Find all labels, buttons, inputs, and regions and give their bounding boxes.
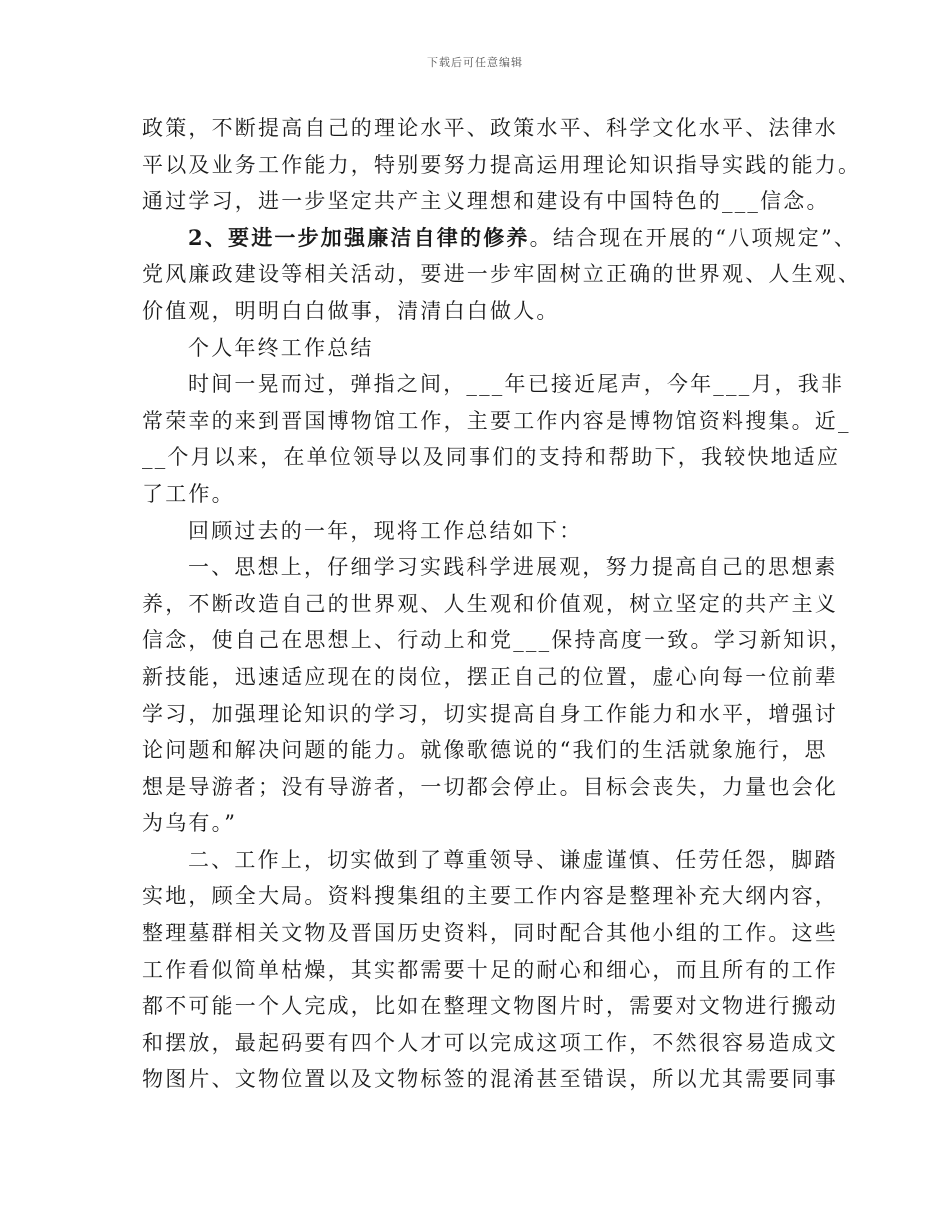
- text-line: 养，不断改造自己的世界观、人生观和价值观，树立坚定的共产主义: [142, 591, 838, 616]
- text-line: 常荣幸的来到晋国博物馆工作，主要工作内容是博物馆资料搜集。近_: [142, 408, 851, 433]
- text-line: 一、思想上，仔细学习实践科学进展观，努力提高自己的思想素: [188, 555, 838, 580]
- text-line: 工作看似简单枯燥，其实都需要十足的耐心和细心，而且所有的工作: [142, 957, 838, 982]
- text-line: 党风廉政建设等相关活动，要进一步牢固树立正确的世界观、人生观、: [142, 262, 862, 287]
- text-line: 二、工作上，切实做到了尊重领导、谦虚谨慎、任劳任怨，脚踏: [188, 847, 838, 872]
- text-line-rest: 。结合现在开展的“八项规定”、: [529, 225, 858, 250]
- text-line: [142, 220, 858, 257]
- text-line: 实地，顾全大局。资料搜集组的主要工作内容是整理补充大纲内容，: [142, 884, 838, 909]
- text-line: 回顾过去的一年，现将工作总结如下：: [188, 518, 583, 543]
- text-line: 信念，使自己在思想上、行动上和党___保持高度一致。学习新知识，: [142, 628, 853, 653]
- text-line: 为乌有。”: [142, 811, 238, 836]
- section-title: 个人年终工作总结: [188, 335, 374, 360]
- text-line: 都不可能一个人完成，比如在整理文物图片时，需要对文物进行搬动: [142, 994, 838, 1019]
- bold-heading: 2、要进一步加强廉洁自律的修养: [188, 224, 530, 250]
- text-line: 整理墓群相关文物及晋国历史资料，同时配合其他小组的工作。这些: [142, 921, 838, 946]
- text-line: 和摆放，最起码要有四个人才可以完成这项工作，不然很容易造成文: [142, 1030, 838, 1055]
- text-line: 时间一晃而过，弹指之间，___年已接近尾声，今年___月，我非: [188, 372, 845, 397]
- text-line: 价值观，明明白白做事，清清白白做人。: [142, 298, 560, 323]
- text-line: 通过学习，进一步坚定共产主义理想和建设有中国特色的___信念。: [142, 189, 830, 214]
- text-line: 物图片、文物位置以及文物标签的混淆甚至错误，所以尤其需要同事: [142, 1067, 838, 1092]
- page-header-note: 下载后可任意编辑: [427, 56, 523, 69]
- text-line: 政策，不断提高自己的理论水平、政策水平、科学文化水平、法律水: [142, 116, 838, 140]
- text-line: 想是导游者；没有导游者，一切都会停止。目标会丧失，力量也会化: [142, 774, 838, 799]
- text-line: 平以及业务工作能力，特别要努力提高运用理论知识指导实践的能力。: [142, 152, 862, 177]
- text-line: __个月以来，在单位领导以及同事们的支持和帮助下，我较快地适应: [142, 445, 841, 470]
- text-line: 新技能，迅速适应现在的岗位，摆正自己的位置，虚心向每一位前辈: [142, 664, 838, 689]
- document-body: [142, 110, 862, 1098]
- text-line: 论问题和解决问题的能力。就像歌德说的“我们的生活就象施行，思: [142, 738, 828, 763]
- text-line: 学习，加强理论知识的学习，切实提高自身工作能力和水平，增强讨: [142, 701, 838, 726]
- text-line: 了工作。: [142, 481, 235, 506]
